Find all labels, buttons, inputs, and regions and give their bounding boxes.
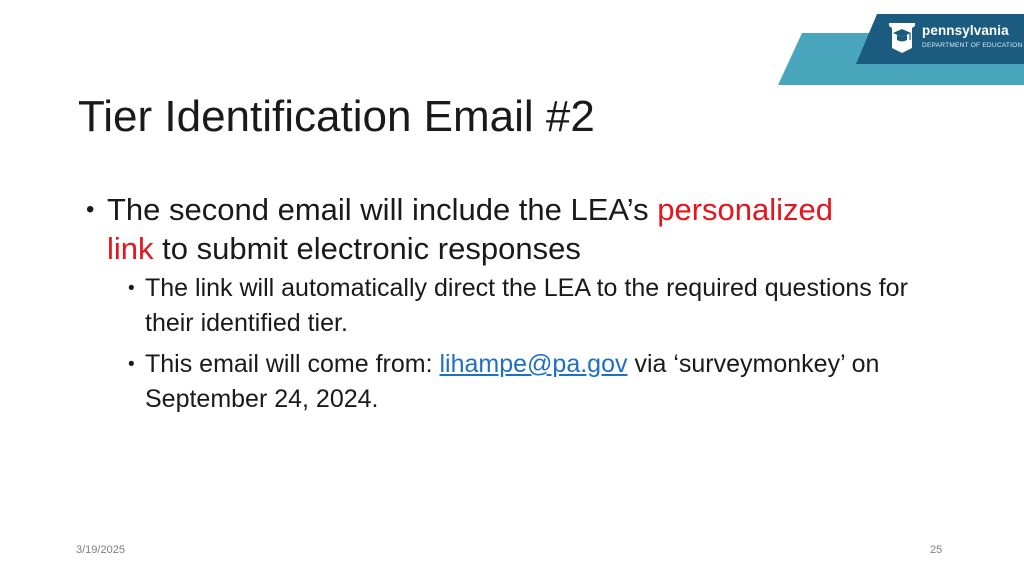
logo-wordmark: pennsylvania [922,23,1009,38]
sub-bullet-marker: • [128,278,135,299]
bullet-item [86,190,926,268]
email-link[interactable]: lihampe@pa.gov [439,350,628,378]
slide-title: Tier Identification Email #2 [78,92,595,141]
sub-bullet-item [86,347,926,417]
bullet-text: to submit electronic responses [153,231,581,266]
bullet-marker: • [86,196,95,223]
slide-number: 25 [930,544,943,556]
highlighted-text: personalized [657,192,834,227]
highlighted-text: link [107,231,154,266]
sub-bullet-item [86,271,926,341]
keystone-graduation-cap-icon [886,20,918,54]
sub-bullet-text: via ‘surveymonkey’ on September 24, 2024. [145,350,880,413]
bullet-text: The second email will include the LEA’s [107,192,658,227]
header-banner [0,0,1024,90]
bullet-list [86,190,926,417]
sub-bullet-text: The link will automatically direct the LEA to the required questions for their identified tier. [145,274,908,337]
pa-education-logo [886,20,1023,58]
logo-department: DEPARTMENT OF EDUCATION [922,42,1023,49]
sub-bullet-marker: • [128,354,135,375]
footer-date: 3/19/2025 [76,544,125,556]
sub-bullet-text: This email will come from: [145,350,440,378]
